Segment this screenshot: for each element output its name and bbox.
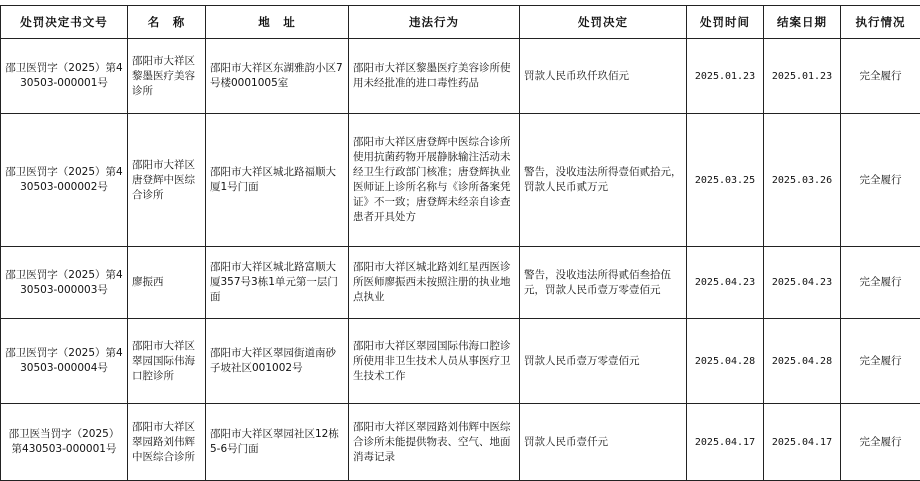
cell-decision: 罚款人民币玖仟玖佰元 — [520, 39, 687, 114]
cell-violation: 邵阳市大祥区翠园路刘伟辉中医综合诊所未能提供物表、空气、地面消毒记录 — [349, 404, 520, 481]
cell-doc-no: 邵卫医罚字（2025）第430503-000002号 — [1, 114, 128, 247]
cell-doc-no: 邵卫医当罚字（2025）第430503-000001号 — [1, 404, 128, 481]
cell-violation: 邵阳市大祥区翠园国际伟海口腔诊所使用非卫生技术人员从事医疗卫生技术工作 — [349, 319, 520, 404]
cell-address: 邵阳市大祥区东湖雅韵小区7号楼0001005室 — [206, 39, 349, 114]
table-row — [1, 247, 920, 319]
cell-address: 邵阳市大祥区城北路富顺大厦357号3栋1单元第一层门面 — [206, 247, 349, 319]
cell-penalty-date: 2025.01.23 — [687, 39, 764, 114]
cell-name: 邵阳市大祥区黎墨医疗美容诊所 — [128, 39, 206, 114]
table-row — [1, 404, 920, 481]
header-close-date: 结案日期 — [764, 6, 841, 39]
header-name: 名 称 — [128, 6, 206, 39]
header-doc-no: 处罚决定书文号 — [1, 6, 128, 39]
cell-status: 完全履行 — [841, 319, 920, 404]
cell-violation: 邵阳市大祥区唐登辉中医综合诊所使用抗菌药物开展静脉输注活动未经卫生行政部门核准；唐登辉执业医师证上诊所名称与《诊所备案凭证》不一致；唐登辉未经亲自诊查患者开具处方 — [349, 114, 520, 247]
cell-status: 完全履行 — [841, 114, 920, 247]
header-penalty-date: 处罚时间 — [687, 6, 764, 39]
header-violation: 违法行为 — [349, 6, 520, 39]
penalty-table — [0, 5, 920, 481]
cell-status: 完全履行 — [841, 404, 920, 481]
cell-close-date: 2025.01.23 — [764, 39, 841, 114]
cell-status: 完全履行 — [841, 247, 920, 319]
cell-decision: 罚款人民币壹仟元 — [520, 404, 687, 481]
cell-doc-no: 邵卫医罚字（2025）第430503-000001号 — [1, 39, 128, 114]
cell-close-date: 2025.04.23 — [764, 247, 841, 319]
cell-violation: 邵阳市大祥区城北路刘红星西医诊所医师廖振西未按照注册的执业地点执业 — [349, 247, 520, 319]
cell-name: 邵阳市大祥区翠园国际伟海口腔诊所 — [128, 319, 206, 404]
cell-address: 邵阳市大祥区翠园社区12栋5-6号门面 — [206, 404, 349, 481]
header-address: 地 址 — [206, 6, 349, 39]
cell-penalty-date: 2025.03.25 — [687, 114, 764, 247]
cell-decision: 警告，没收违法所得壹佰贰拾元，罚款人民币贰万元 — [520, 114, 687, 247]
cell-doc-no: 邵卫医罚字（2025）第430503-000003号 — [1, 247, 128, 319]
table-row — [1, 39, 920, 114]
table-row — [1, 319, 920, 404]
header-row — [1, 6, 920, 39]
header-decision: 处罚决定 — [520, 6, 687, 39]
cell-close-date: 2025.04.17 — [764, 404, 841, 481]
cell-doc-no: 邵卫医罚字（2025）第430503-000004号 — [1, 319, 128, 404]
cell-name: 邵阳市大祥区唐登辉中医综合诊所 — [128, 114, 206, 247]
cell-penalty-date: 2025.04.23 — [687, 247, 764, 319]
cell-violation: 邵阳市大祥区黎墨医疗美容诊所使用未经批准的进口毒性药品 — [349, 39, 520, 114]
cell-name: 邵阳市大祥区翠园路刘伟辉中医综合诊所 — [128, 404, 206, 481]
cell-decision: 警告，没收违法所得贰佰叁拾伍元，罚款人民币壹万零壹佰元 — [520, 247, 687, 319]
cell-penalty-date: 2025.04.17 — [687, 404, 764, 481]
cell-close-date: 2025.04.28 — [764, 319, 841, 404]
cell-decision: 罚款人民币壹万零壹佰元 — [520, 319, 687, 404]
cell-penalty-date: 2025.04.28 — [687, 319, 764, 404]
cell-close-date: 2025.03.26 — [764, 114, 841, 247]
table-row — [1, 114, 920, 247]
cell-address: 邵阳市大祥区城北路福顺大厦1号门面 — [206, 114, 349, 247]
cell-status: 完全履行 — [841, 39, 920, 114]
cell-address: 邵阳市大祥区翠园街道南砂子坡社区001002号 — [206, 319, 349, 404]
header-status: 执行情况 — [841, 6, 920, 39]
cell-name: 廖振西 — [128, 247, 206, 319]
